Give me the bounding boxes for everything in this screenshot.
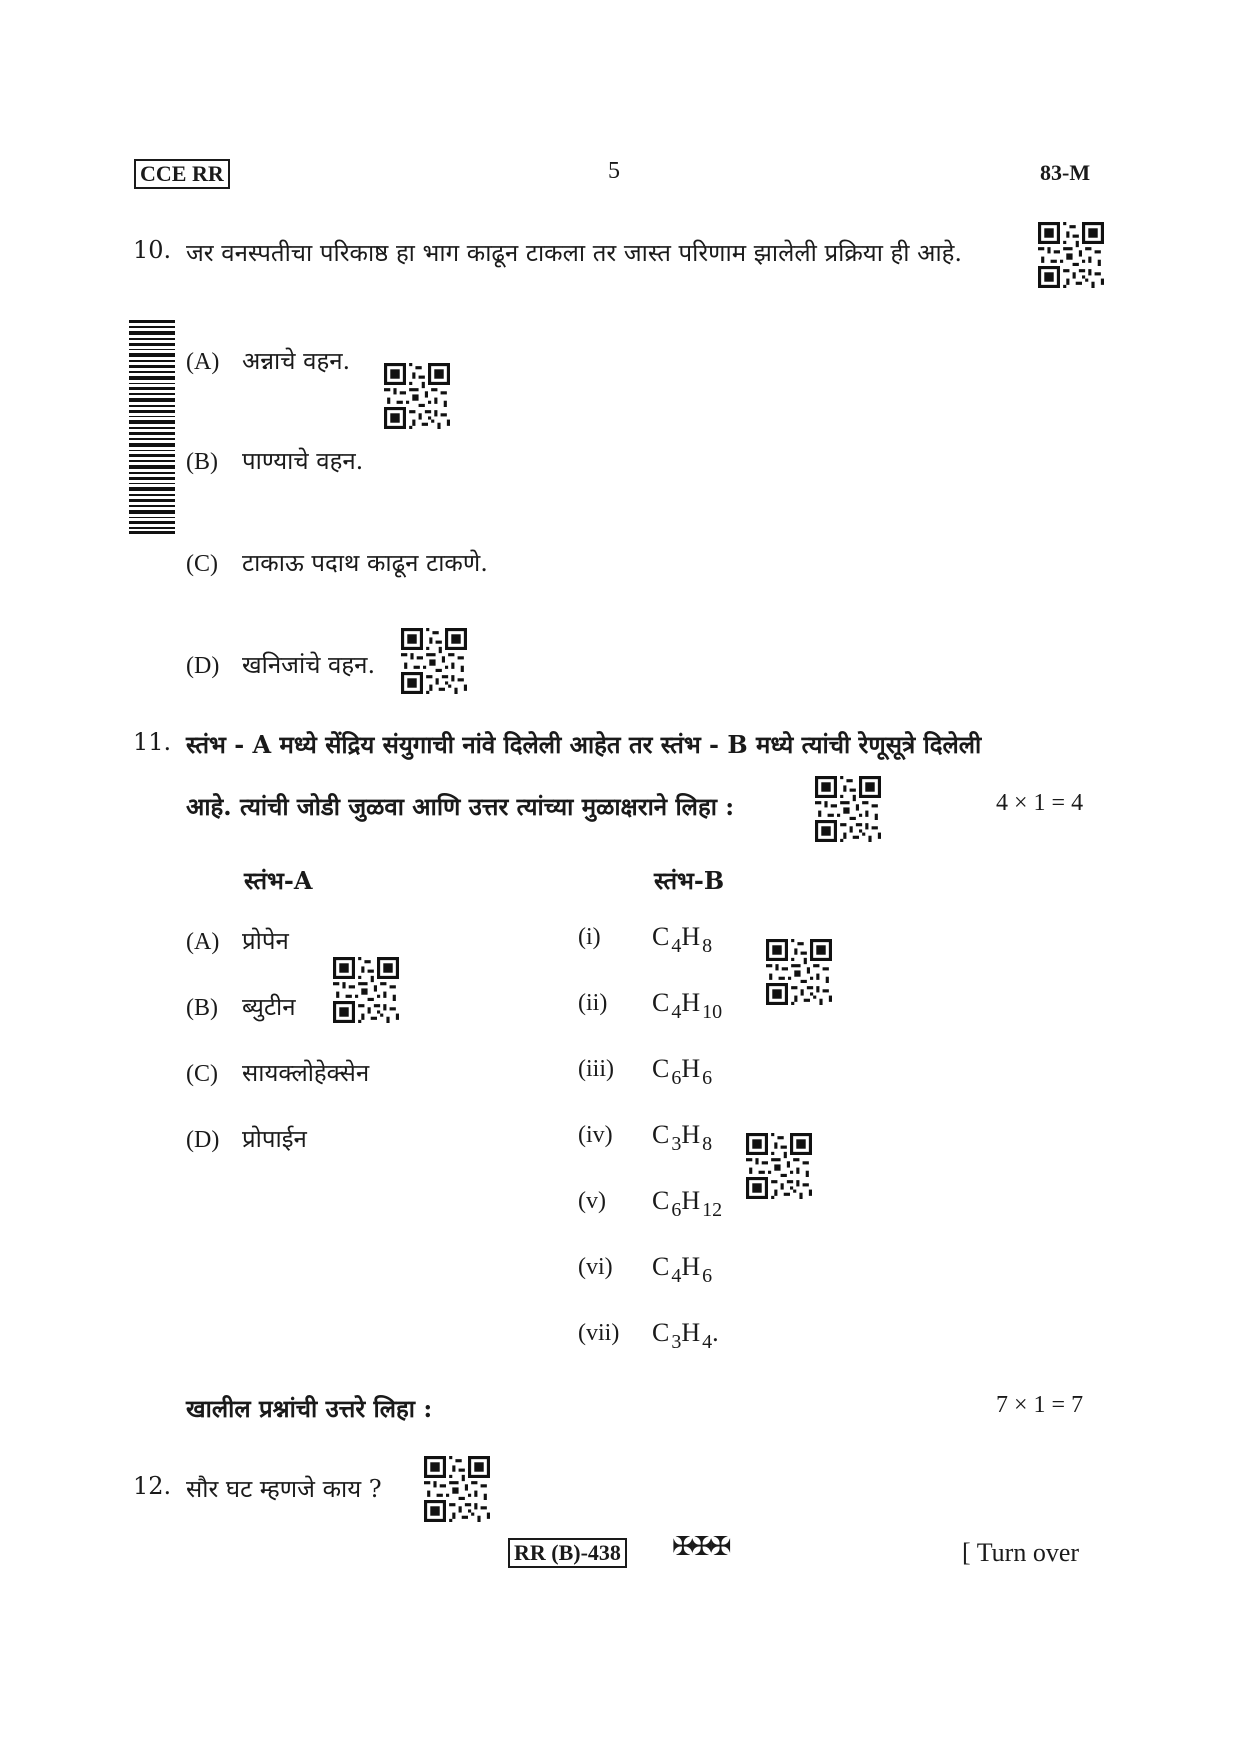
qr-code-icon xyxy=(401,628,467,694)
q10-text: जर वनस्पतीचा परिकाष्ठ हा भाग काढून टाकला तर जास्त परिणाम झालेली प्रक्रिया ही आहे. xyxy=(186,239,963,267)
column-a-item-a: (A) प्रोपेन xyxy=(186,927,289,955)
molecular-formula: $C_6H_6$ xyxy=(652,1054,713,1089)
qr-code-icon xyxy=(424,1456,490,1522)
q10-option-d: (D) खनिजांचे वहन. xyxy=(186,651,376,679)
turn-over-label: [ Turn over xyxy=(962,1538,1080,1567)
q10-option-c: (C) टाकाऊ पदाथ काढून टाकणे. xyxy=(186,549,488,577)
molecular-formula: $C_4H_8$ xyxy=(652,922,713,957)
q11-text-line2: आहे. त्यांची जोडी जुळवा आणि उत्तर त्यांच्या मुळाक्षराने लिहा : xyxy=(186,792,735,821)
column-b-item: (ii) xyxy=(578,990,608,1016)
page-number: 5 xyxy=(608,158,620,184)
column-a-item-d: (D) प्रोपाईन xyxy=(186,1125,307,1153)
qr-code-icon xyxy=(384,363,450,429)
q11-marks: 4 × 1 = 4 xyxy=(996,790,1084,816)
qr-code-icon xyxy=(333,957,399,1023)
column-b-heading: स्तंभ-B xyxy=(654,866,725,895)
paper-code-right: 83-M xyxy=(1040,160,1091,185)
column-a-heading: स्तंभ-A xyxy=(244,866,313,895)
q12-number: 12. xyxy=(133,1472,172,1500)
section-marks: 7 × 1 = 7 xyxy=(996,1392,1084,1418)
footer-code: RR (B)-438 xyxy=(508,1538,627,1568)
column-b-item: (v) xyxy=(578,1188,606,1214)
qr-code-icon xyxy=(815,776,881,842)
column-b-item: (vi) xyxy=(578,1254,613,1280)
molecular-formula: $C_3H_4$. xyxy=(652,1318,721,1353)
qr-code-icon xyxy=(1038,222,1104,288)
paper-code-left: CCE RR xyxy=(134,159,230,189)
column-b-item: (iv) xyxy=(578,1122,613,1148)
barcode-icon xyxy=(129,320,175,534)
ornament-icon: ✠✠✠ xyxy=(672,1532,729,1562)
molecular-formula: $C_4H_6$ xyxy=(652,1252,713,1287)
qr-code-icon xyxy=(746,1133,812,1199)
q12-text: सौर घट म्हणजे काय ? xyxy=(186,1475,382,1503)
q10-option-b: (B) पाण्याचे वहन. xyxy=(186,447,364,475)
column-b-item: (iii) xyxy=(578,1056,614,1082)
molecular-formula: $C_3H_8$ xyxy=(652,1120,713,1155)
q10-option-a: (A) अन्नाचे वहन. xyxy=(186,347,351,375)
qr-code-icon xyxy=(766,939,832,1005)
molecular-formula: $C_4H_{10}$ xyxy=(652,988,723,1023)
column-a-item-b: (B) ब्युटीन xyxy=(186,993,296,1021)
molecular-formula: $C_6H_{12}$ xyxy=(652,1186,723,1221)
q11-text-line1: स्तंभ - A मध्ये सेंद्रिय संयुगाची नांवे दिलेली आहेत तर स्तंभ - B मध्ये त्यांची रेणूसूत्रे दिलेली xyxy=(186,730,982,759)
column-b-item: (vii) xyxy=(578,1320,620,1346)
column-b-item: (i) xyxy=(578,924,601,950)
column-a-item-c: (C) सायक्लोहेक्सेन xyxy=(186,1059,370,1087)
q11-number: 11. xyxy=(133,728,172,756)
q10-number: 10. xyxy=(133,236,172,264)
section-instruction: खालील प्रश्नांची उत्तरे लिहा : xyxy=(186,1394,433,1423)
